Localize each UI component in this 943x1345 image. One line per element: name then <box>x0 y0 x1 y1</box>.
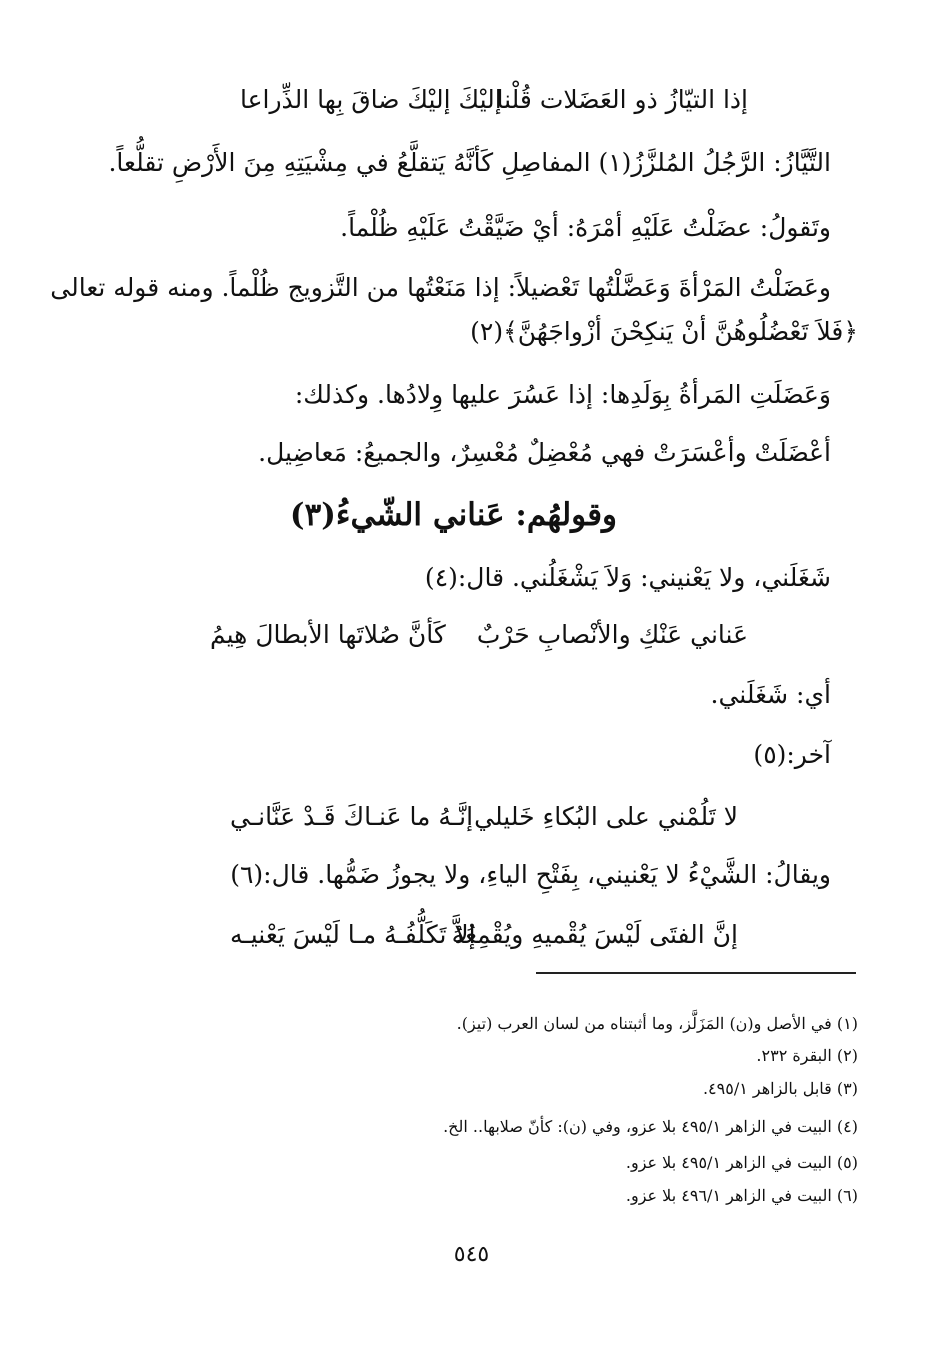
text-line-7: شَغَلَني، ولا يَعْنيني: وَلاَ يَشْغَلُني. قال:(٤) <box>424 563 831 592</box>
verse-1-first-hemistich: إذا التيّازُ ذو العَضَلات قُلْنا <box>496 85 748 114</box>
footnote-5: (٥) البيت في الزاهر ٤٩٥/١ بلا عزو. <box>625 1153 858 1172</box>
verse-1-second-hemistich: إليْكَ إليْكَ ضاقَ بِها الذِّراعا <box>240 85 502 114</box>
quran-verse: ﴿فَلاَ تَعْضُلُوهُنَّ أنْ يَنكِحْنَ أزْواجَهُنَّ﴾(٢) <box>470 317 858 346</box>
text-line-6: أعْضَلَتْ وأعْسَرَتْ فهي مُعْضِلٌ مُعْسِرٌ، والجميعُ: مَعاضِيل. <box>258 438 831 467</box>
page-number: ٥٤٥ <box>453 1242 490 1267</box>
footnote-6: (٦) البيت في الزاهر ٤٩٦/١ بلا عزو. <box>625 1186 858 1205</box>
text-line-9: آخر:(٥) <box>753 740 831 769</box>
text-line-10: ويقالُ: الشَّيْءُ لا يَعْنيني، بِفَتْحِ الياءِ، ولا يجوزُ ضَمُّها. قال:(٦) <box>230 860 831 889</box>
footnote-4: (٤) البيت في الزاهر ٤٩٥/١ بلا عزو، وفي (ن): كأنّ صلابها.. الخ. <box>443 1117 858 1136</box>
verse-3-first-hemistich: لا تَلُمْني على البُكاءِ خَليلي <box>474 802 738 831</box>
verse-4-first-hemistich: إنَّ الفتَى لَيْسَ يُقْميهِ ويُقْمِعُهُ <box>451 920 738 949</box>
verse-3-second-hemistich: إنَّـهُ ما عَنـاكَ قَـدْ عَنَّانـي <box>230 802 474 831</box>
footnote-separator <box>536 972 856 974</box>
text-line-1: التَّيَّازُ: الرَّجُلُ المُلزَّزُ(١) المفاصِلِ كَأنَّهُ يَتقلَّعُ في مِشْيَتِهِ مِنَ الأَرْضِ تقلُّعاً. <box>108 148 831 177</box>
footnote-3: (٣) قابل بالزاهر ٤٩٥/١. <box>702 1079 858 1098</box>
text-line-5: وَعَضَلَتِ المَرأةُ بِوَلَدِها: إذا عَسُرَ عليها وِلادُها. وكذلك: <box>294 380 831 409</box>
verse-2-first-hemistich: عَناني عَنْكِ والأنْصابِ حَرْبٌ <box>476 620 748 649</box>
verse-4-second-hemistich: إلاَّ تَكَلُّفُـهُ مـا لَيْسَ يَعْنيـه <box>230 920 476 949</box>
text-line-3: وعَضَلْتُ المَرْأةَ وَعَضَّلْتُها تَعْضيلاً: إذا مَنَعْتُها من التَّزويج ظُلْماً. ومنه قوله تعالى <box>50 273 831 302</box>
section-heading: وقولهُم: عَناني الشّيءُ(٣) <box>289 497 617 533</box>
text-line-8: أي: شَغَلَني. <box>710 680 831 709</box>
footnote-2: (٢) البقرة ٢٣٢. <box>756 1046 858 1065</box>
verse-2-second-hemistich: كَأنَّ صُلاتَها الأبطالَ هِيمُ <box>210 620 446 649</box>
text-line-2: وتَقولُ: عضَلْتُ عَلَيْهِ أمْرَهُ: أيْ ضَيَّقْتُ عَلَيْهِ ظُلْماً. <box>340 213 831 242</box>
footnote-1: (١) في الأصل و(ن) المَزَلَّز، وما أثبتناه من لسان العرب (تيز). <box>456 1014 858 1033</box>
